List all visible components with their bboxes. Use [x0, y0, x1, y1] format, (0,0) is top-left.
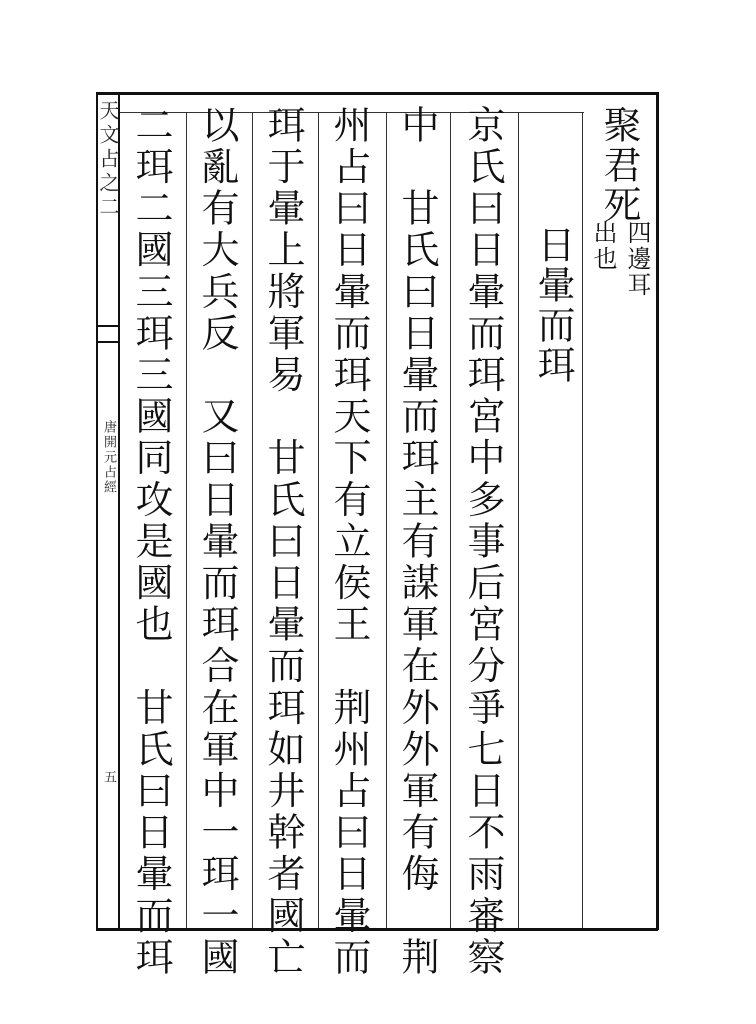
text-column-4: 珥于暈上將軍易 甘氏曰日暈而珥如井幹者國亡 — [261, 105, 305, 979]
spine-book-title: 唐開元占經 — [101, 420, 116, 495]
frame-right-border — [656, 92, 659, 930]
heading-note-right: 四邊耳 — [623, 220, 651, 298]
column-rule — [450, 112, 451, 928]
column-rule — [186, 112, 187, 928]
text-column-5: 以亂有大兵反 又曰日暈而珥合在軍中一珥一國 — [195, 105, 239, 979]
text-column-3: 州占曰日暈而珥天下有立侯王 荆州占曰日暈而 — [327, 105, 371, 979]
spine-page-number: 五 — [101, 770, 116, 783]
frame-top-border — [96, 92, 658, 95]
heading-text: 聚君死 — [597, 105, 641, 225]
spine-fishtail-mark — [96, 325, 120, 343]
column-rule — [252, 112, 253, 928]
spine-title: 天文占之二 — [96, 100, 120, 220]
heading-notes — [586, 220, 652, 340]
frame-inner-right-border — [582, 112, 583, 928]
column-rule — [318, 112, 319, 928]
heading-note-left: 出也 — [589, 220, 617, 272]
column-rule — [518, 112, 519, 928]
section-subheading: 日暈而珥 — [531, 225, 575, 385]
frame-bottom-border — [96, 928, 658, 931]
text-column-1: 京氏曰日暈而珥宮中多事后宮分爭七日不雨審察 — [461, 105, 505, 979]
column-rule — [386, 112, 387, 928]
text-column-2: 中 甘氏曰日暈而珥主有謀軍在外外軍有侮 荆 — [395, 105, 439, 979]
text-column-6: 二珥二國三珥三國同攻是國也 甘氏曰日暈而珥 — [129, 105, 173, 979]
